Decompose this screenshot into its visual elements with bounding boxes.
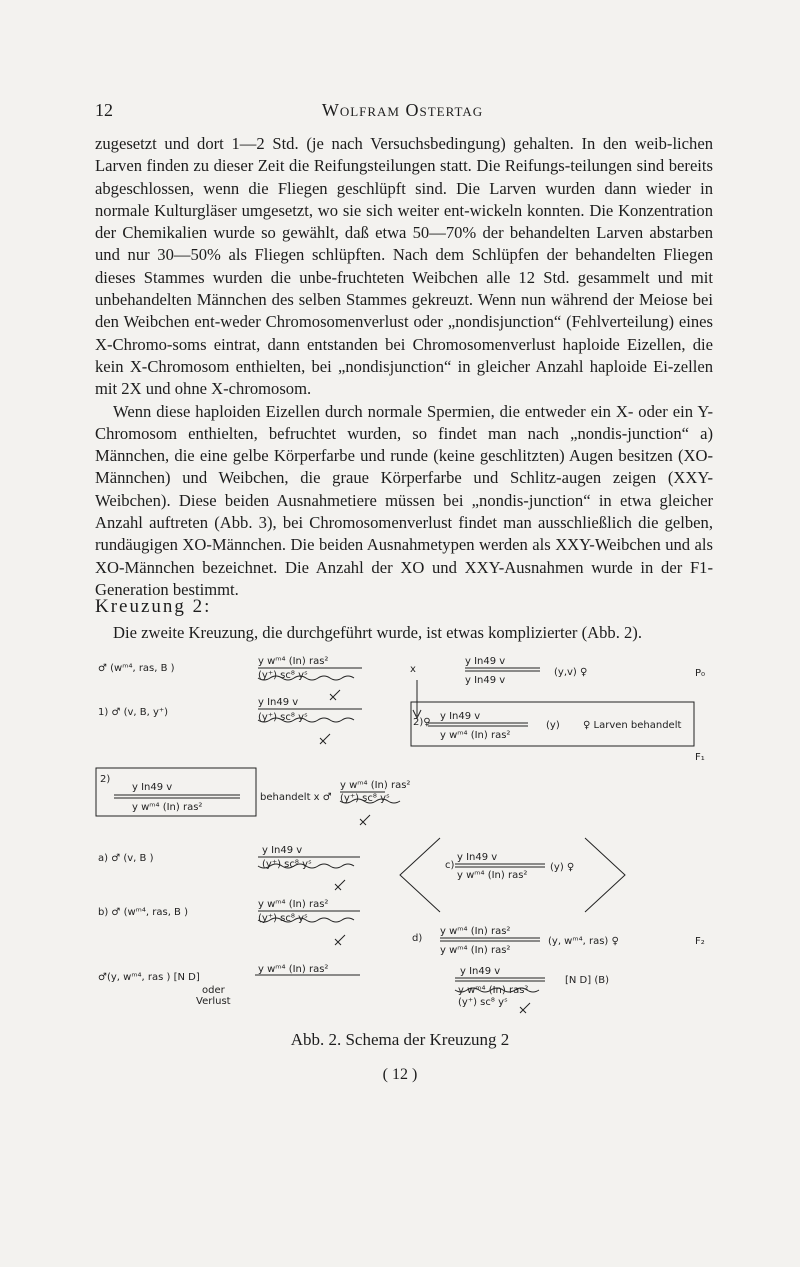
a-label: a) ♂ (v, B ) — [98, 853, 154, 864]
row2-bottom: y wᵐ⁴ (In) ras² — [132, 802, 203, 813]
nd-f-y: (y⁺) sc⁸ yˢ — [458, 997, 508, 1008]
nd-tag: [N D] (B) — [565, 975, 610, 986]
label-p0: P₀ — [695, 668, 706, 679]
row1-box-num: 2)♀ — [413, 717, 431, 728]
row2-top: y In49 v — [132, 782, 173, 793]
p0-male-y: (y⁺) sc⁸ yˢ — [258, 670, 308, 681]
p0-male: ♂ (wᵐ⁴, ras, B ) — [98, 663, 175, 674]
b-y: (y⁺) sc⁸ yˢ — [258, 913, 308, 924]
label-f1: F₁ — [695, 752, 705, 763]
row2-behandelt: behandelt x ♂ — [260, 792, 332, 803]
nd-f-top: y In49 v — [460, 966, 501, 977]
c-pheno: (y) ♀ — [550, 862, 575, 873]
d-pheno: (y, wᵐ⁴, ras) ♀ — [548, 936, 619, 947]
page-footer: ( 12 ) — [382, 1066, 418, 1083]
row2-num: 2) — [100, 774, 111, 785]
row1-box-top: y In49 v — [440, 711, 481, 722]
a-y: (y⁺) sc⁸ yˢ — [262, 859, 312, 870]
p0-female-top: y In49 v — [465, 656, 506, 667]
d-top: y wᵐ⁴ (In) ras² — [440, 926, 511, 937]
c-bottom: y wᵐ⁴ (In) ras² — [457, 870, 528, 881]
p0-female-pheno: (y,v) ♀ — [554, 667, 588, 678]
row2-male-y: (y⁺) sc⁸ yˢ — [340, 793, 390, 804]
p0-male-chrom: y wᵐ⁴ (In) ras² — [258, 656, 329, 667]
c-top: y In49 v — [457, 852, 498, 863]
d-label: d) — [412, 933, 423, 944]
row1-male: 1) ♂ (v, B, y⁺) — [98, 707, 169, 718]
d-bottom: y wᵐ⁴ (In) ras² — [440, 945, 511, 956]
paragraph-1: zugesetzt und dort 1—2 Std. (je nach Versuchsbedingung) gehalten. In den weib-lichen Larven finden zu dieser Zeit die Reifungsteilungen statt. Die Reifungs-teilungen sind bereits abgeschlossen, wenn die Fliegen geschlüpft sind. Die Larven wurden dann wieder in normale Kulturgläser umgesetzt, wo sie sich weiter ent-wickeln konnten. Die Konzentration der Chemikalien wurde so gewählt, daß etwa 50—70% der behandelten Larven abstarben und nur 30—50% als Fliegen schlüpften. Nach dem Schlüpfen der behandelten Fliegen dieses Stammes wurden die unbe-fruchteten Weibchen alle 12 Std. gesammelt und mit unbehandelten Männchen des selben Stammes gekreuzt. Wenn nun während der Meiose bei den Weibchen ent-weder Chromosomenverlust oder „nondisjunction“ (Fehlverteilung) eines X-Chromo-soms eintrat, dann entstanden bei Chromosomenverlust haploide Eizellen, die kein X-Chromosom enthielten, bei „nondisjunction“ in gleicher Anzahl haploide Ei-zellen mit 2X und ohne X-chromosom. — [95, 134, 713, 399]
nd-chrom: y wᵐ⁴ (In) ras² — [258, 964, 329, 975]
cross-sign: x — [410, 664, 416, 675]
row1-box-bottom: y wᵐ⁴ (In) ras² — [440, 730, 511, 741]
paragraph-2: Wenn diese haploiden Eizellen durch normale Spermien, die entweder ein X- oder ein Y-Chromosom enthielten, befruchtet wurden, so findet man nach „nondis-junction“ a) Männchen, die eine gelbe Körperfarbe und runde (keine geschlitzten) Augen besitzen (XO-Männchen) und Weibchen, die graue Körperfarbe und Schlitz-augen zeigen (XXY-Weibchen). Diese beiden Ausnahmetiere müssen bei „nondis-junction“ in etwa gleicher Anzahl auftreten (Abb. 3), bei Chromosomenverlust findet man ausschließlich die gelben, rundäugigen XO-Männchen. Die beiden Ausnahmetypen werden als XXY-Weibchen und als XO-Männchen bezeichnet. Die Anzahl der XO und XXY-Ausnahmen wurde in der F1-Generation bestimmt. — [95, 401, 713, 599]
p0-female-bottom: y In49 v — [465, 675, 506, 686]
b-label: b) ♂ (wᵐ⁴, ras, B ) — [98, 907, 188, 918]
c-label: c) — [445, 860, 455, 871]
running-title: Wolfram Ostertag — [321, 100, 484, 120]
b-top: y wᵐ⁴ (In) ras² — [258, 899, 329, 910]
row1-box-note: ♀ Larven behandelt — [583, 720, 682, 731]
label-f2: F₂ — [695, 936, 705, 947]
row1-box-pheno: (y) — [546, 720, 560, 731]
row2-male-chrom: y wᵐ⁴ (In) ras² — [340, 780, 411, 791]
a-top: y In49 v — [262, 845, 303, 856]
row1-chrom-top: y In49 v — [258, 697, 299, 708]
nd-f-mid: y wᵐ⁴ (In) ras² — [458, 985, 529, 996]
nd-verlust: Verlust — [196, 996, 231, 1007]
section-intro: Die zweite Kreuzung, die durchgeführt wurde, ist etwas komplizierter (Abb. 2). — [113, 623, 642, 642]
nd-oder: oder — [202, 985, 225, 996]
row1-chrom-y: (y⁺) sc⁸ yˢ — [258, 712, 308, 723]
section-title: Kreuzung 2: — [95, 596, 212, 617]
page-number: 12 — [95, 100, 113, 120]
figure-caption: Abb. 2. Schema der Kreuzung 2 — [290, 1030, 510, 1049]
nd-male: ♂(y, wᵐ⁴, ras ) [N D] — [98, 972, 200, 983]
